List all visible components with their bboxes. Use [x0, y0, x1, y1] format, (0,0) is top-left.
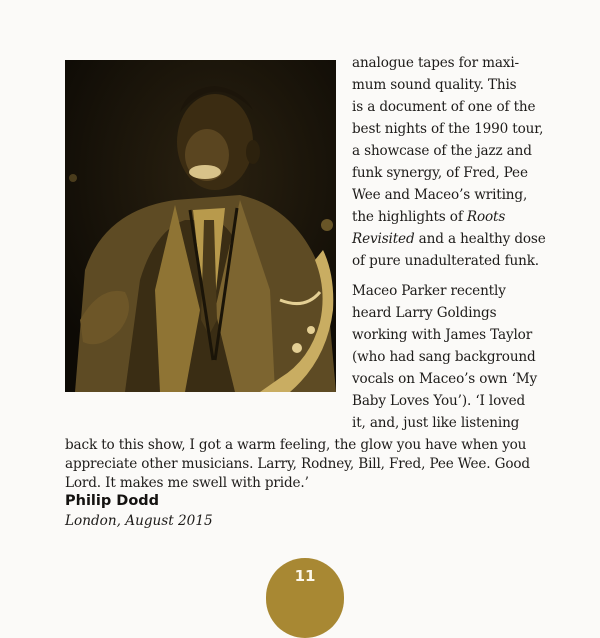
- body-text-line: Wee and Maceo’s writing,: [352, 187, 528, 203]
- body-text-line: Lord. It makes me swell with pride.’: [65, 475, 309, 491]
- body-text-line: best nights of the 1990 tour,: [352, 121, 544, 137]
- body-text-line: is a document of one of the: [352, 99, 536, 115]
- saxophonist-illustration: [65, 60, 336, 392]
- body-text-line: [352, 208, 505, 226]
- body-text-line: back to this show, I got a warm feeling, the glow you have when you: [65, 437, 527, 453]
- body-text-line: [352, 230, 546, 248]
- page-number: 11: [294, 567, 316, 585]
- album-title-emphasis: Revisited: [352, 231, 415, 247]
- body-text-segment: the highlights of: [352, 209, 467, 225]
- body-text-line: vocals on Maceo’s own ‘My: [352, 371, 538, 387]
- author-name: Philip Dodd: [65, 493, 160, 509]
- body-text-line: appreciate other musicians. Larry, Rodney, Bill, Fred, Pee Wee. Good: [65, 456, 530, 472]
- body-text-line: funk synergy, of Fred, Pee: [352, 165, 528, 181]
- body-text-line: Maceo Parker recently: [352, 283, 506, 299]
- body-text-line: Baby Loves You’). ‘I loved: [352, 393, 526, 409]
- body-text-line: of pure unadulterated funk.: [352, 253, 539, 269]
- body-text-line: heard Larry Goldings: [352, 305, 497, 321]
- body-text-line: mum sound quality. This: [352, 77, 517, 93]
- body-text-line: it, and, just like listening: [352, 415, 520, 431]
- body-text-line: analogue tapes for maxi-: [352, 55, 519, 71]
- musician-photo: [65, 60, 336, 392]
- dateline: London, August 2015: [65, 513, 213, 529]
- album-title-emphasis: Roots: [466, 209, 506, 225]
- body-text-line: a showcase of the jazz and: [352, 143, 532, 159]
- body-text-line: working with James Taylor: [352, 327, 533, 343]
- body-text-line: (who had sang background: [352, 349, 536, 365]
- body-text-segment: and a healthy dose: [414, 231, 546, 247]
